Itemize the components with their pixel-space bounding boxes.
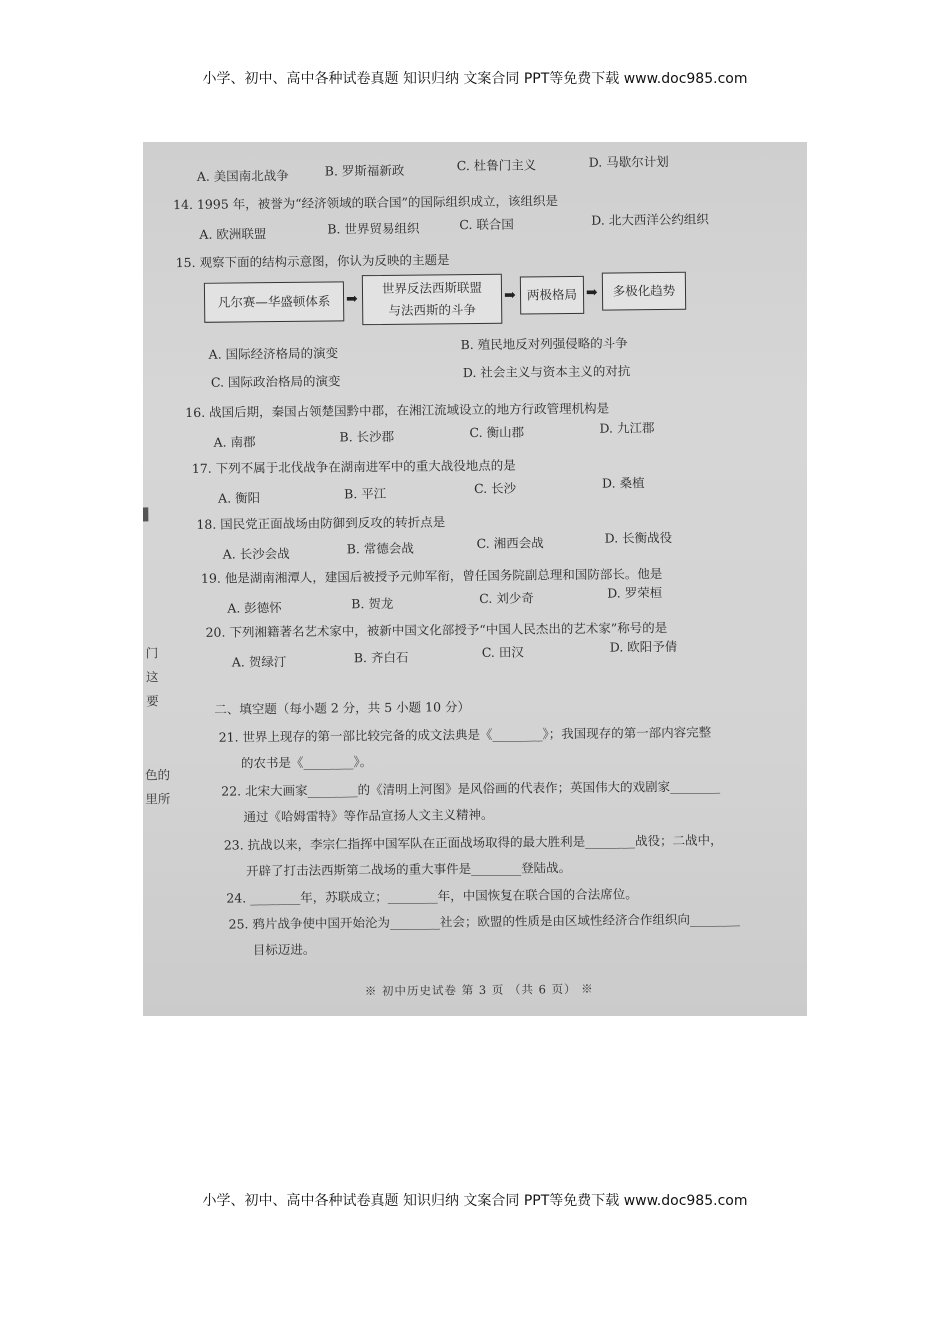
q13-option-b: B. 罗斯福新政: [324, 162, 405, 179]
q24-line-1: 24. ________年，苏联成立；________年，中国恢复在联合国的合法席位。: [226, 886, 638, 906]
q17-option-d: D. 桑植: [601, 475, 645, 491]
page-header: 小学、初中、高中各种试卷真题 知识归纳 文案合同 PPT等免费下载 www.doc985.com: [202, 71, 748, 87]
exam-sheet: [143, 142, 807, 1016]
q15-option-c: C. 国际政治格局的演变: [210, 373, 341, 390]
q23-line-1: 23. 抗战以来，李宗仁指挥中国军队在正面战场取得的最大胜利是________战役；二战中，: [223, 832, 723, 853]
margin-char-5: 里所: [145, 791, 171, 807]
q18-option-a: A. 长沙会战: [222, 545, 290, 562]
q19-option-b: B. 贺龙: [351, 595, 394, 612]
q18-option-b: B. 常德会战: [346, 540, 414, 557]
q15-option-b: B. 殖民地反对列强侵略的斗争: [460, 335, 628, 353]
margin-mark: [143, 507, 148, 521]
q13-option-d: D. 马歇尔计划: [588, 153, 669, 170]
q21-line-2: 的农书是《________》。: [240, 754, 373, 771]
margin-char-1: 门: [145, 645, 159, 661]
q22-line-1: 22. 北宋大画家________的《清明上河图》是风俗画的代表作；英国伟大的戏剧家________: [221, 778, 721, 799]
flow-box-1: 凡尔赛—华盛顿体系: [204, 281, 344, 322]
q17-option-c: C. 长沙: [473, 480, 517, 497]
flow-arrow-3: ➡: [585, 284, 598, 301]
margin-char-4: 色的: [144, 767, 171, 783]
q14-stem: 14. 1995 年，被誉为“经济领域的联合国”的国际组织成立，该组织是: [172, 193, 559, 213]
margin-char-3: 要: [146, 693, 159, 709]
q21-line-1: 21. 世界上现存的第一部比较完备的成文法典是《________》；我国现存的第一部内容完整: [218, 724, 712, 745]
flow-arrow-1: ➡: [345, 291, 358, 308]
margin-char-2: 这: [145, 669, 159, 685]
q20-option-c: C. 田汉: [481, 644, 524, 660]
q15-stem: 15. 观察下面的结构示意图，你认为反映的主题是: [175, 252, 450, 271]
q17-stem: 17. 下列不属于北伐战争在湖南进军中的重大战役地点的是: [191, 457, 516, 476]
page-footer: 小学、初中、高中各种试卷真题 知识归纳 文案合同 PPT等免费下载 www.doc985.com: [202, 1193, 748, 1209]
q17-option-b: B. 平江: [344, 485, 387, 502]
section-2-heading: 二、填空题（每小题 2 分，共 5 小题 10 分）: [214, 699, 471, 717]
q13-option-c: C. 杜鲁门主义: [456, 157, 537, 174]
q14-option-b: B. 世界贸易组织: [327, 220, 420, 237]
q19-option-c: C. 刘少奇: [479, 590, 534, 606]
q18-stem: 18. 国民党正面战场由防御到反攻的转折点是: [196, 514, 446, 532]
flow-box-3: 两极格局: [520, 276, 584, 315]
q15-option-a: A. 国际经济格局的演变: [208, 345, 339, 362]
q20-stem: 20. 下列湘籍著名艺术家中，被新中国文化部授予“中国人民杰出的艺术家”称号的是: [205, 619, 668, 640]
q14-option-a: A. 欧洲联盟: [199, 226, 267, 242]
q25-line-1: 25. 鸦片战争使中国开始沦为________社会；欧盟的性质是由区域性经济合作组织向________: [228, 911, 741, 932]
q16-option-b: B. 长沙郡: [339, 428, 395, 445]
exam-photo: [143, 142, 807, 1016]
q23-line-2: 开辟了打击法西斯第二战场的重大事件是________登陆战。: [245, 860, 572, 879]
q16-stem: 16. 战国后期，秦国占领楚国黔中郡，在湘江流域设立的地方行政管理机构是: [185, 400, 610, 421]
q13-option-a: A. 美国南北战争: [196, 167, 289, 184]
q16-option-d: D. 九江郡: [599, 420, 655, 436]
q16-option-c: C. 衡山郡: [469, 424, 525, 441]
q14-option-d: D. 北大西洋公约组织: [591, 211, 709, 228]
flow-box-2-line-2: 与法西斯的斗争: [388, 301, 477, 318]
flow-box-2-line-1: 世界反法西斯联盟: [381, 279, 483, 296]
q19-option-d: D. 罗荣桓: [607, 585, 663, 601]
flow-box-2: [362, 274, 503, 325]
q20-option-d: D. 欧阳予倩: [609, 638, 678, 655]
flow-arrow-2: ➡: [503, 287, 516, 304]
q19-stem: 19. 他是湖南湘潭人，建国后被授予元帅军衔，曾任国务院副总理和国防部长。他是: [200, 566, 663, 586]
q19-option-a: A. 彭德怀: [227, 600, 282, 616]
q25-line-2: 目标迈进。: [252, 941, 316, 958]
q22-line-2: 通过《哈姆雷特》等作品宣扬人文主义精神。: [243, 806, 494, 825]
q14-option-c: C. 联合国: [459, 216, 514, 233]
q16-option-a: A. 南郡: [213, 434, 256, 450]
q18-option-d: D. 长衡战役: [604, 529, 673, 546]
q20-option-a: A. 贺绿汀: [231, 653, 287, 670]
sheet-footer: ※ 初中历史试卷 第 3 页 （共 6 页） ※: [364, 981, 594, 999]
flow-box-4: 多极化趋势: [602, 272, 686, 311]
q15-option-d: D. 社会主义与资本主义的对抗: [462, 363, 631, 381]
q20-option-b: B. 齐白石: [353, 649, 409, 666]
q17-option-a: A. 衡阳: [218, 490, 261, 506]
q18-option-c: C. 湘西会战: [476, 535, 544, 551]
